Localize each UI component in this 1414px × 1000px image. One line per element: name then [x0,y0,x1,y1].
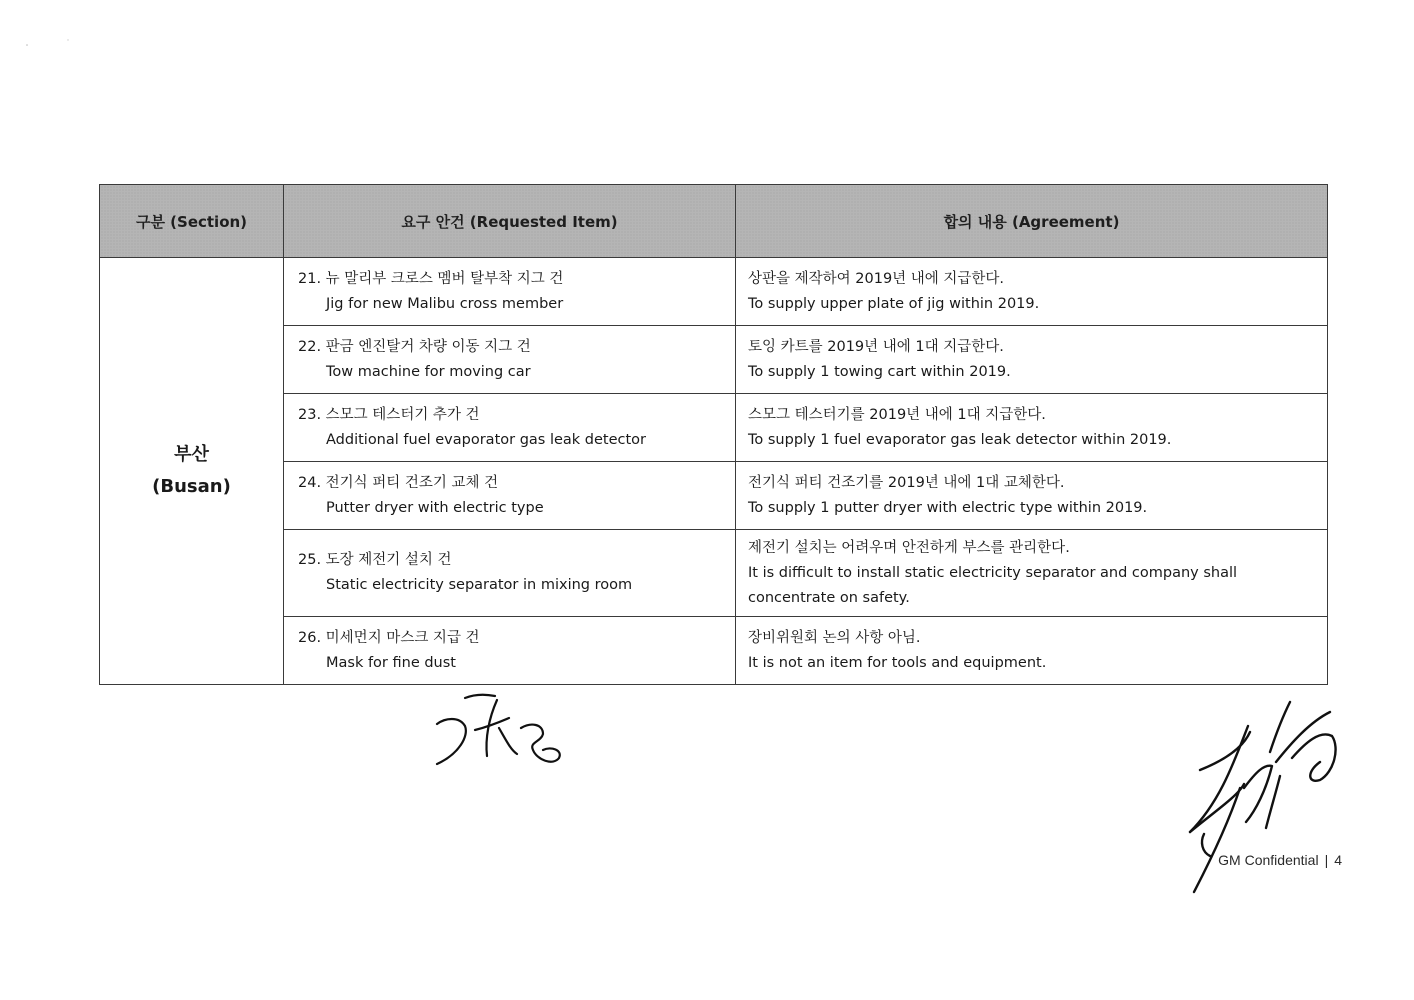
requested-item-cell [284,617,736,685]
table-row [100,530,1328,617]
requested-item-cell [284,530,736,617]
table-row [100,617,1328,685]
agreement-ko: 제전기 설치는 어려우며 안전하게 부스를 관리한다. [748,539,1070,556]
item-en: Mask for fine dust [326,654,456,671]
agreement-table [99,184,1328,685]
agreement-en: To supply 1 fuel evaporator gas leak detector within 2019. [748,431,1172,448]
item-ko: 26. 미세먼지 마스크 지급 건 [298,629,480,646]
footer-confidential-label: GM Confidential [1218,852,1319,868]
item-en: Putter dryer with electric type [326,499,544,516]
agreement-cell [736,258,1328,326]
table-row [100,258,1328,326]
table-row [100,326,1328,394]
agreement-cell [736,617,1328,685]
agreement-ko: 장비위원회 논의 사항 아님. [748,629,921,646]
requested-item-cell [284,258,736,326]
signature-left [425,688,575,778]
item-ko: 22. 판금 엔진탈거 차량 이동 지그 건 [298,338,531,355]
agreement-cell [736,326,1328,394]
item-en: Tow machine for moving car [326,363,531,380]
scan-specks [0,0,100,60]
section-cell [100,258,284,685]
item-ko: 25. 도장 제전기 설치 건 [298,552,452,568]
page-number: 4 [1334,852,1342,868]
table-header-row [100,185,1328,258]
item-ko: 21. 뉴 말리부 크로스 멤버 탈부착 지그 건 [298,270,564,287]
page-footer [1218,852,1342,868]
table-row [100,462,1328,530]
agreement-ko: 스모그 테스터기를 2019년 내에 1대 지급한다. [748,406,1046,423]
agreement-en: It is not an item for tools and equipment. [748,654,1047,671]
signature-right [1180,692,1360,902]
agreement-en: It is difficult to install static electricity separator and company shall concentrate on safety. [748,564,1238,606]
agreement-ko: 토잉 카트를 2019년 내에 1대 지급한다. [748,338,1004,355]
item-ko: 24. 전기식 퍼티 건조기 교체 건 [298,474,499,491]
item-ko: 23. 스모그 테스터기 추가 건 [298,406,480,423]
footer-separator: | [1324,852,1329,868]
header-requested-item: 요구 안건 (Requested Item) [284,185,736,258]
section-name-ko: 부산 [174,444,209,465]
header-section: 구분 (Section) [100,185,284,258]
header-agreement: 합의 내용 (Agreement) [736,185,1328,258]
section-name-en: (Busan) [152,476,231,497]
agreement-cell [736,394,1328,462]
requested-item-cell [284,326,736,394]
agreement-ko: 상판을 제작하여 2019년 내에 지급한다. [748,270,1005,287]
agreement-en: To supply 1 putter dryer with electric type within 2019. [748,499,1148,516]
item-en: Static electricity separator in mixing room [326,577,633,593]
requested-item-cell [284,394,736,462]
agreement-cell [736,530,1328,617]
item-en: Additional fuel evaporator gas leak detector [326,431,647,448]
table-row [100,394,1328,462]
agreement-en: To supply 1 towing cart within 2019. [748,363,1011,380]
agreement-cell [736,462,1328,530]
requested-item-cell [284,462,736,530]
agreement-en: To supply upper plate of jig within 2019. [748,295,1040,312]
agreement-ko: 전기식 퍼티 건조기를 2019년 내에 1대 교체한다. [748,474,1065,491]
item-en: Jig for new Malibu cross member [326,295,564,312]
